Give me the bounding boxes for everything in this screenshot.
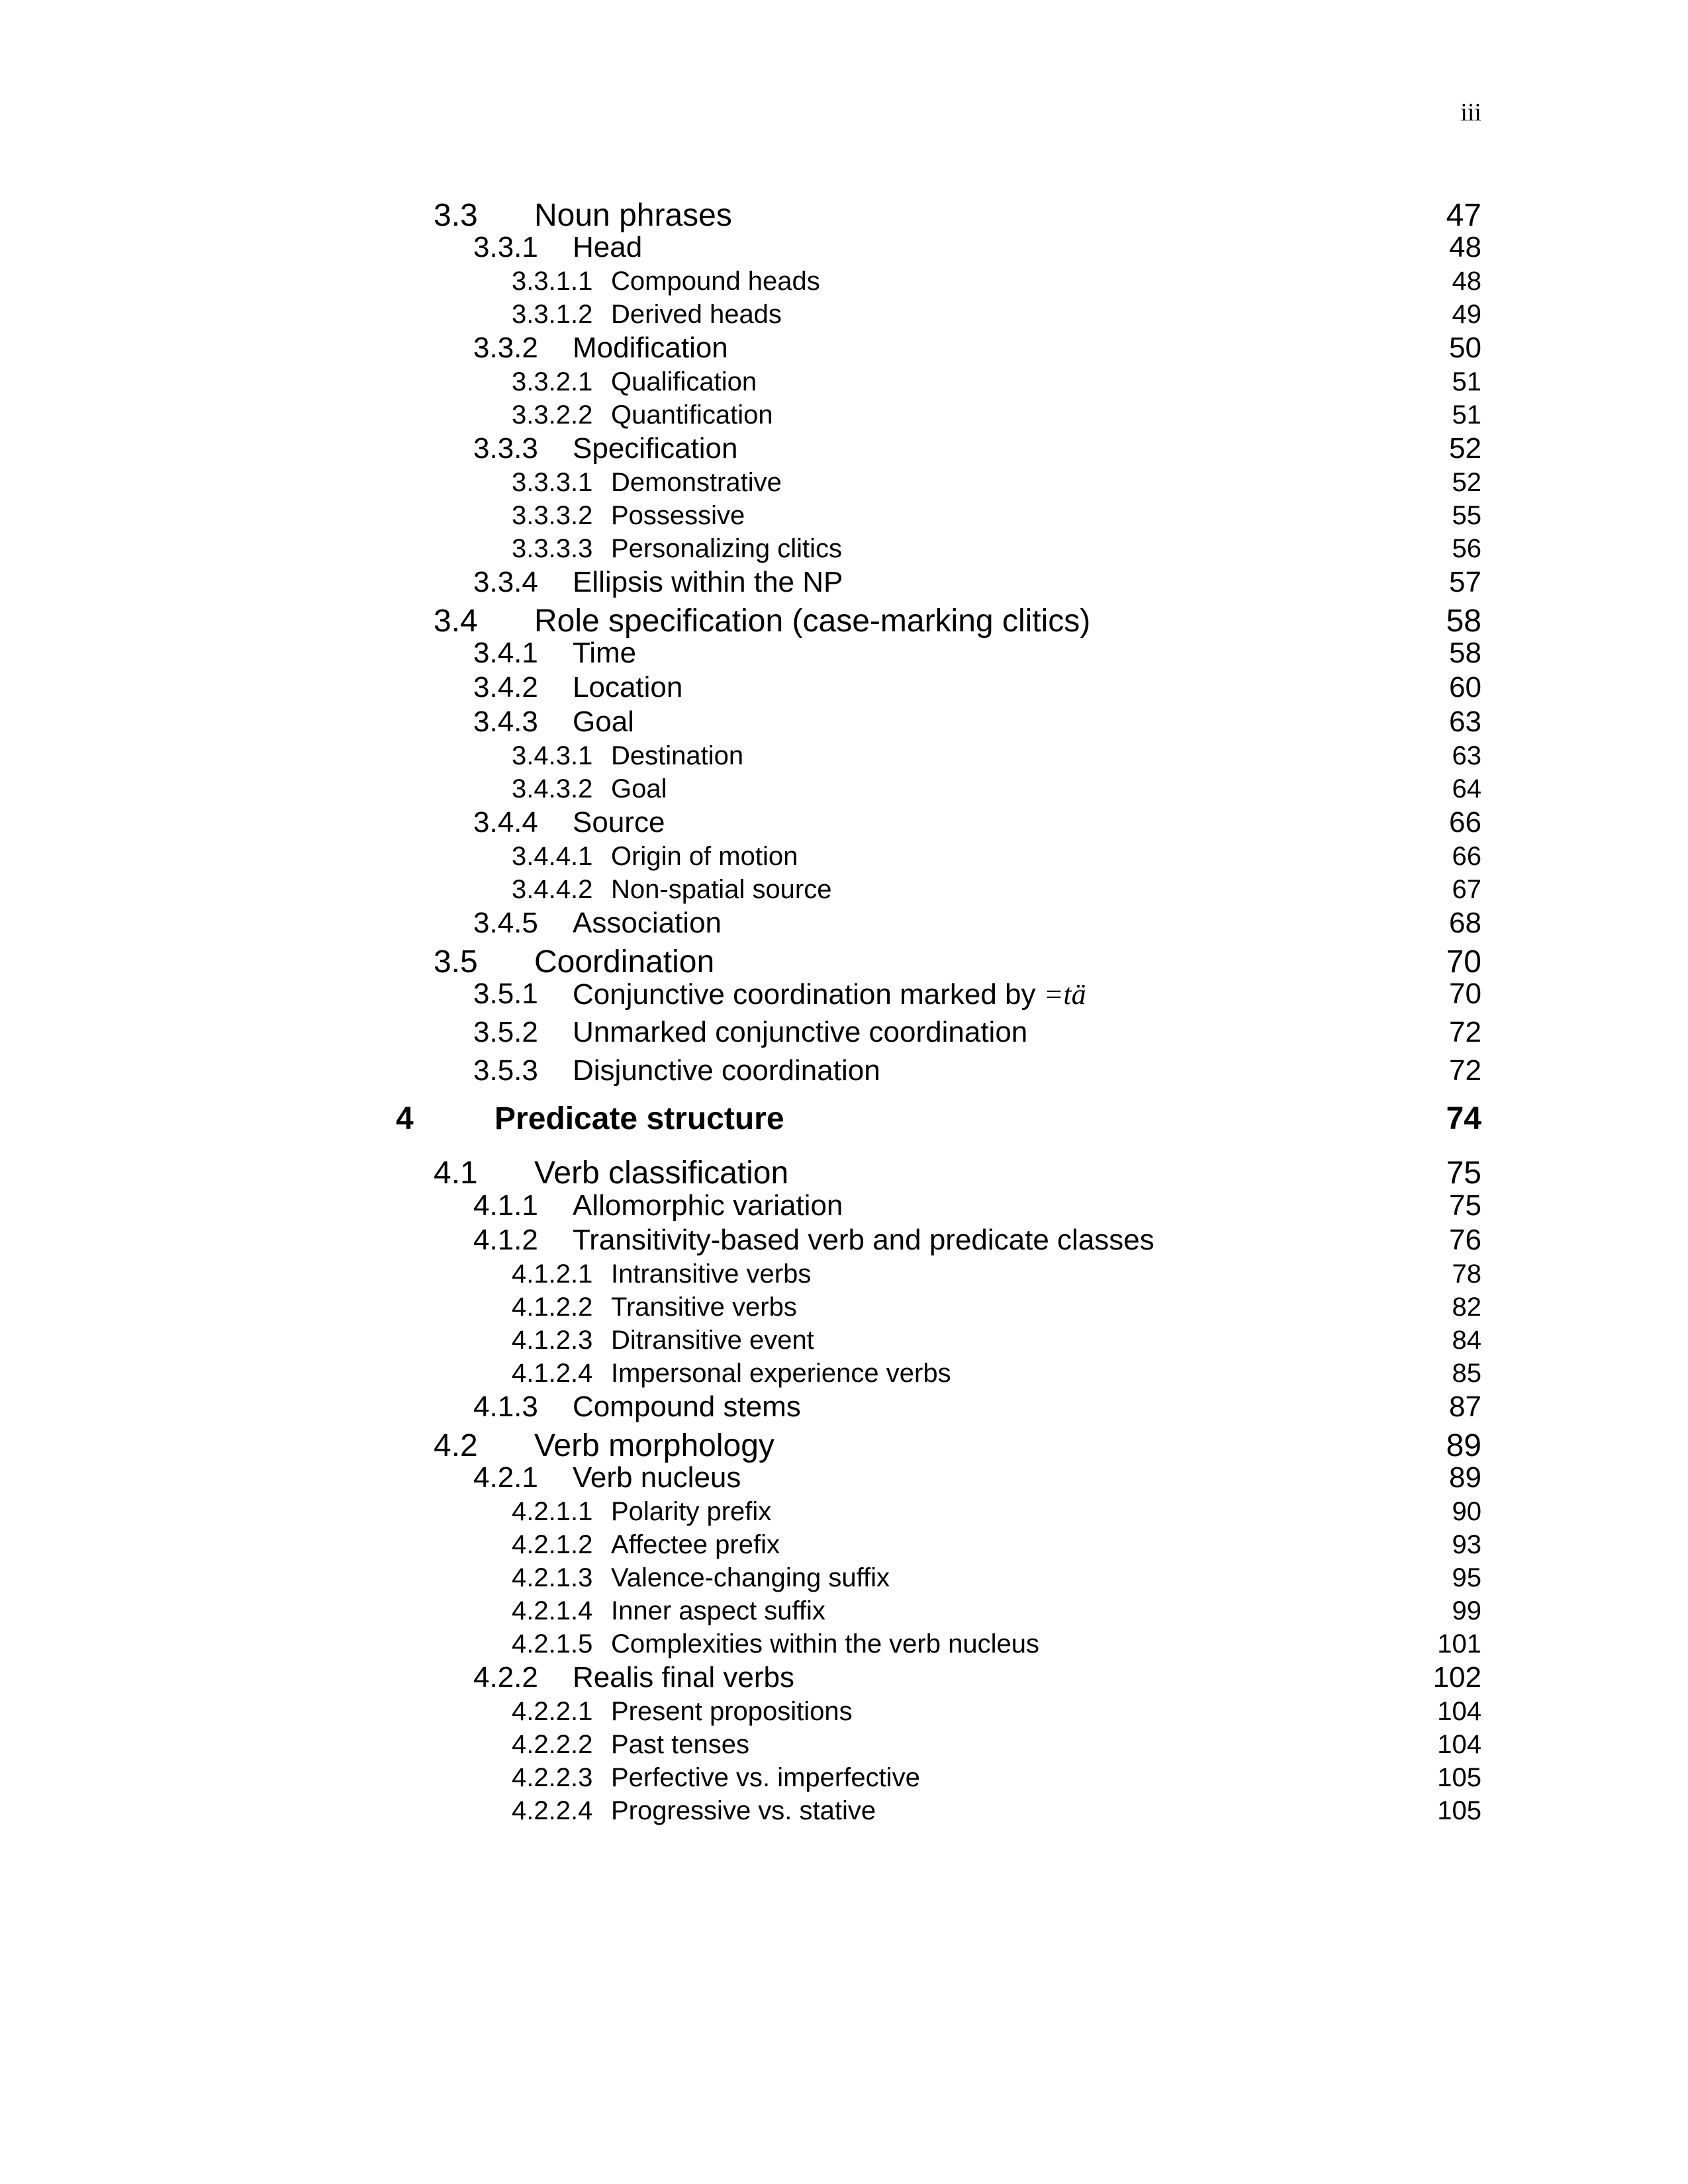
entry-number: 4.2.2.2	[512, 1730, 593, 1759]
entry-page: 66	[1449, 806, 1481, 839]
entry-number: 3.5.3	[473, 1054, 538, 1087]
entry-page: 47	[1446, 198, 1481, 233]
toc-entry[interactable]	[0, 1323, 1688, 1356]
entry-page: 89	[1446, 1428, 1481, 1463]
toc-entry[interactable]	[0, 531, 1688, 565]
entry-page: 60	[1449, 671, 1481, 704]
entry-number: 3.4.3	[473, 705, 538, 738]
entry-number: 3.3	[434, 198, 478, 233]
toc-entry[interactable]	[0, 1015, 1688, 1053]
toc-entry[interactable]	[0, 805, 1688, 839]
page-number: iii	[1460, 99, 1481, 126]
toc-entry[interactable]	[0, 1356, 1688, 1389]
toc-entry[interactable]	[0, 565, 1688, 599]
entry-title: Destination	[611, 741, 744, 770]
entry-page: 52	[1452, 468, 1481, 497]
entry-title: Quantification	[611, 400, 773, 430]
entry-title: Transitive verbs	[611, 1293, 797, 1322]
entry-page: 89	[1449, 1461, 1481, 1494]
toc-entry[interactable]	[0, 839, 1688, 872]
entry-title: Modification	[573, 332, 728, 364]
toc-entry[interactable]	[0, 1494, 1688, 1527]
entry-page: 57	[1449, 566, 1481, 598]
toc-entry[interactable]	[0, 264, 1688, 297]
entry-number: 3.3.1.1	[512, 267, 593, 296]
entry-page: 63	[1452, 741, 1481, 770]
toc-entry[interactable]	[0, 1188, 1688, 1222]
toc-entry[interactable]	[0, 1053, 1688, 1087]
entry-page: 75	[1446, 1156, 1481, 1191]
entry-page: 87	[1449, 1390, 1481, 1423]
toc-entry[interactable]	[0, 1527, 1688, 1561]
entry-page: 76	[1449, 1224, 1481, 1256]
entry-number: 4.2.1.3	[512, 1563, 593, 1592]
entry-page: 50	[1449, 332, 1481, 364]
toc-entry[interactable]	[0, 330, 1688, 365]
entry-number: 3.4.4.2	[512, 875, 593, 904]
entry-number: 4.2	[434, 1428, 478, 1463]
entry-title: Possessive	[611, 501, 745, 530]
entry-title: Polarity prefix	[611, 1497, 772, 1526]
entry-page: 68	[1449, 907, 1481, 939]
entry-title: Qualification	[611, 367, 757, 396]
entry-title: Origin of motion	[611, 842, 798, 871]
entry-number: 3.3.3	[473, 432, 538, 465]
entry-number: 3.4.4	[473, 806, 538, 839]
entry-title: Present propositions	[611, 1697, 853, 1726]
entry-title: Unmarked conjunctive coordination	[573, 1016, 1028, 1048]
entry-page: 90	[1452, 1497, 1481, 1526]
entry-title: Verb classification	[534, 1156, 789, 1191]
entry-title: Ellipsis within the NP	[573, 566, 843, 598]
entry-number: 3.3.1	[473, 231, 538, 263]
entry-page: 70	[1446, 944, 1481, 979]
entry-page: 72	[1449, 1016, 1481, 1048]
entry-title: Realis final verbs	[573, 1661, 795, 1694]
entry-title: Compound heads	[611, 267, 820, 296]
entry-title: Allomorphic variation	[573, 1189, 843, 1222]
entry-page: 85	[1452, 1359, 1481, 1388]
entry-number: 4.2.2	[473, 1661, 538, 1694]
toc-entry[interactable]	[0, 1760, 1688, 1794]
entry-title	[573, 978, 1086, 1011]
entry-number: 4.2.2.1	[512, 1697, 593, 1726]
chapter-page: 74	[1446, 1101, 1481, 1136]
toc-entry[interactable]	[0, 465, 1688, 498]
toc-entry[interactable]	[0, 1694, 1688, 1727]
entry-title: Affectee prefix	[611, 1530, 780, 1559]
entry-title: Intransitive verbs	[611, 1259, 812, 1289]
entry-number: 3.3.3.3	[512, 534, 593, 563]
entry-page: 75	[1449, 1189, 1481, 1222]
entry-page: 104	[1437, 1697, 1481, 1726]
entry-title: Complexities within the verb nucleus	[611, 1629, 1039, 1659]
entry-number: 3.4.3.1	[512, 741, 593, 770]
entry-number: 4.1	[434, 1156, 478, 1191]
entry-title: Valence-changing suffix	[611, 1563, 890, 1592]
entry-title: Transitivity-based verb and predicate classes	[573, 1224, 1154, 1256]
toc-entry[interactable]	[0, 1290, 1688, 1323]
toc-entry[interactable]	[0, 1143, 1688, 1191]
entry-number: 3.4.5	[473, 907, 538, 939]
entry-title: Past tenses	[611, 1730, 750, 1759]
entry-title: Perfective vs. imperfective	[611, 1763, 920, 1792]
toc-entry[interactable]	[0, 670, 1688, 704]
toc-entry[interactable]	[0, 365, 1688, 398]
entry-number: 4.2.1.1	[512, 1497, 593, 1526]
entry-number: 4.1.1	[473, 1189, 538, 1222]
entry-page: 93	[1452, 1530, 1481, 1559]
toc-entry[interactable]	[0, 1727, 1688, 1760]
entry-title: Association	[573, 907, 722, 939]
entry-page: 64	[1452, 774, 1481, 803]
entry-number: 3.4.3.2	[512, 774, 593, 803]
entry-number: 3.3.3.2	[512, 501, 593, 530]
entry-number: 3.4.4.1	[512, 842, 593, 871]
entry-number: 4.2.2.4	[512, 1796, 593, 1825]
table-of-contents	[0, 193, 1688, 1827]
toc-entry[interactable]	[0, 1460, 1688, 1494]
entry-number: 4.1.3	[473, 1390, 538, 1423]
entry-number: 4.1.2.2	[512, 1293, 593, 1322]
entry-page: 52	[1449, 432, 1481, 465]
entry-number: 3.3.1.2	[512, 300, 593, 329]
entry-number: 4.2.2.3	[512, 1763, 593, 1792]
toc-entry[interactable]	[0, 905, 1688, 940]
entry-number: 3.5	[434, 944, 478, 979]
toc-entry[interactable]	[0, 872, 1688, 905]
toc-entry[interactable]	[0, 193, 1688, 233]
entry-page: 105	[1437, 1763, 1481, 1792]
entry-number: 4.2.1.5	[512, 1629, 593, 1659]
entry-page: 70	[1449, 978, 1481, 1010]
entry-title: Head	[573, 231, 643, 263]
entry-number: 3.4.2	[473, 671, 538, 704]
chapter-title: Predicate structure	[494, 1101, 784, 1136]
toc-entry[interactable]	[0, 1594, 1688, 1627]
toc-entry[interactable]	[0, 297, 1688, 330]
entry-title: Ditransitive event	[611, 1326, 814, 1355]
entry-number: 4.2.1.4	[512, 1596, 593, 1625]
entry-title: Noun phrases	[534, 198, 732, 233]
toc-entry[interactable]	[0, 739, 1688, 772]
entry-title: Progressive vs. stative	[611, 1796, 876, 1825]
entry-number: 3.5.2	[473, 1016, 538, 1048]
entry-number: 3.4	[434, 604, 478, 639]
toc-entry[interactable]	[0, 635, 1688, 670]
entry-page: 105	[1437, 1796, 1481, 1825]
toc-entry[interactable]	[0, 599, 1688, 639]
entry-page: 102	[1432, 1661, 1481, 1694]
toc-entry[interactable]	[0, 1561, 1688, 1594]
entry-title: Non-spatial source	[611, 875, 832, 904]
entry-number: 3.3.4	[473, 566, 538, 598]
entry-title-text: Conjunctive coordination marked by	[573, 978, 1044, 1011]
entry-number: 3.3.2	[473, 332, 538, 364]
entry-title: Verb nucleus	[573, 1461, 741, 1494]
entry-title-clitic: =tä	[1043, 978, 1086, 1011]
entry-number: 3.3.2.1	[512, 367, 593, 396]
entry-page: 72	[1449, 1054, 1481, 1087]
toc-entry[interactable]	[0, 431, 1688, 465]
entry-title: Derived heads	[611, 300, 782, 329]
entry-number: 4.1.2.3	[512, 1326, 593, 1355]
toc-chapter-entry[interactable]	[0, 1087, 1688, 1143]
entry-title: Time	[573, 637, 637, 669]
toc-entry[interactable]	[0, 498, 1688, 531]
entry-number: 4.2.1.2	[512, 1530, 593, 1559]
toc-entry[interactable]	[0, 976, 1688, 1015]
entry-title: Disjunctive coordination	[573, 1054, 880, 1087]
entry-page: 84	[1452, 1326, 1481, 1355]
entry-title: Personalizing clitics	[611, 534, 843, 563]
entry-page: 63	[1449, 705, 1481, 738]
toc-entry[interactable]	[0, 398, 1688, 431]
toc-entry[interactable]	[0, 1424, 1688, 1463]
entry-page: 101	[1437, 1629, 1481, 1659]
chapter-number: 4	[396, 1101, 414, 1136]
toc-entry[interactable]	[0, 1222, 1688, 1257]
entry-page: 82	[1452, 1293, 1481, 1322]
entry-page: 49	[1452, 300, 1481, 329]
entry-title: Inner aspect suffix	[611, 1596, 825, 1625]
entry-page: 104	[1437, 1730, 1481, 1759]
entry-number: 3.3.2.2	[512, 400, 593, 430]
entry-title: Goal	[611, 774, 667, 803]
entry-page: 48	[1452, 267, 1481, 296]
entry-title: Compound stems	[573, 1390, 801, 1423]
entry-page: 48	[1449, 231, 1481, 263]
entry-title: Impersonal experience verbs	[611, 1359, 951, 1388]
entry-title: Specification	[573, 432, 738, 465]
entry-number: 4.2.1	[473, 1461, 538, 1494]
entry-title: Demonstrative	[611, 468, 782, 497]
entry-page: 55	[1452, 501, 1481, 530]
toc-entry[interactable]	[0, 1257, 1688, 1290]
entry-number: 3.5.1	[473, 978, 538, 1010]
entry-page: 58	[1446, 604, 1481, 639]
entry-number: 3.4.1	[473, 637, 538, 669]
toc-entry[interactable]	[0, 230, 1688, 264]
entry-number: 4.1.2.1	[512, 1259, 593, 1289]
entry-page: 51	[1452, 367, 1481, 396]
entry-page: 78	[1452, 1259, 1481, 1289]
entry-page: 56	[1452, 534, 1481, 563]
toc-entry[interactable]	[0, 1660, 1688, 1694]
entry-page: 51	[1452, 400, 1481, 430]
entry-title: Source	[573, 806, 665, 839]
toc-entry[interactable]	[0, 1794, 1688, 1827]
entry-number: 4.1.2.4	[512, 1359, 593, 1388]
entry-number: 3.3.3.1	[512, 468, 593, 497]
entry-page: 99	[1452, 1596, 1481, 1625]
entry-title: Location	[573, 671, 683, 704]
entry-page: 58	[1449, 637, 1481, 669]
toc-entry[interactable]	[0, 704, 1688, 739]
entry-page: 66	[1452, 842, 1481, 871]
toc-entry[interactable]	[0, 1389, 1688, 1424]
toc-entry[interactable]	[0, 940, 1688, 979]
entry-number: 4.1.2	[473, 1224, 538, 1256]
toc-entry[interactable]	[0, 1627, 1688, 1660]
entry-title: Goal	[573, 705, 634, 738]
entry-page: 67	[1452, 875, 1481, 904]
entry-page: 95	[1452, 1563, 1481, 1592]
entry-title: Coordination	[534, 944, 715, 979]
entry-title: Verb morphology	[534, 1428, 774, 1463]
toc-entry[interactable]	[0, 772, 1688, 805]
entry-title: Role specification (case-marking clitics)	[534, 604, 1091, 639]
